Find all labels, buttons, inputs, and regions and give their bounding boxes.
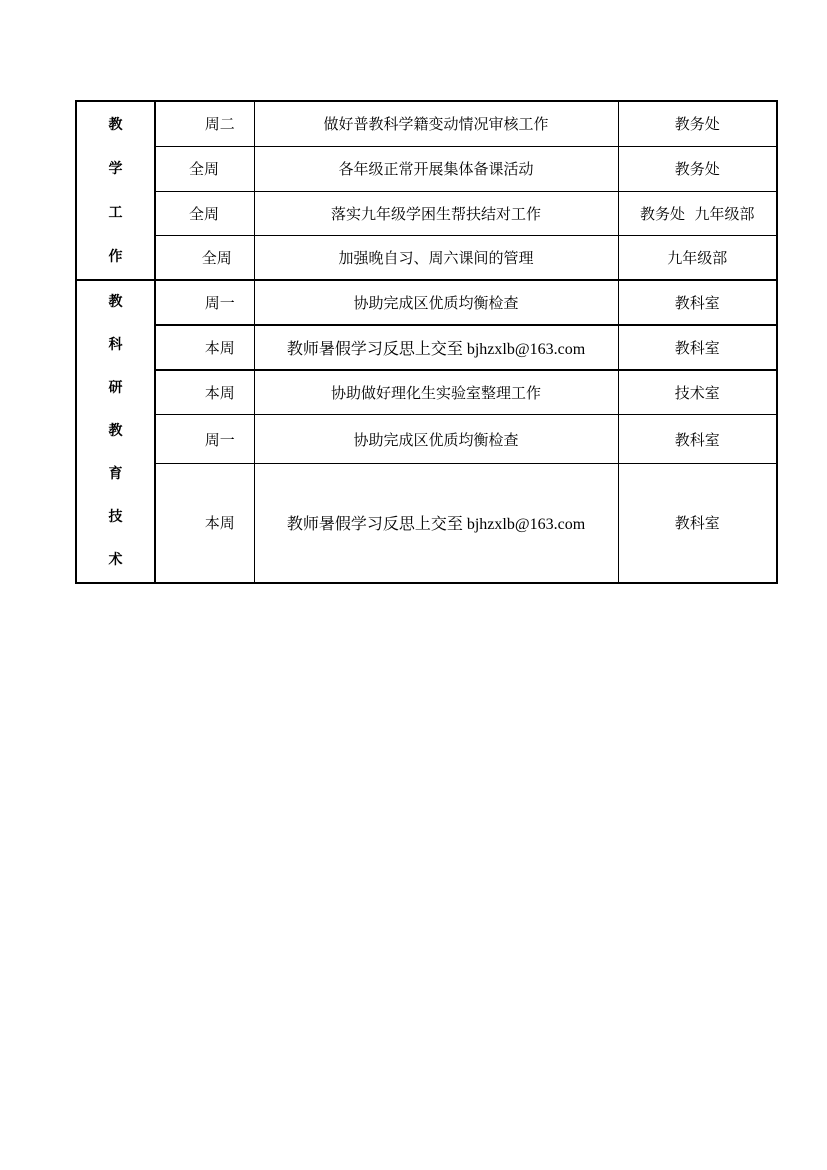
time-cell: 周一 bbox=[155, 280, 254, 325]
dept-cell: 教科室 bbox=[618, 325, 777, 369]
category-char: 教 bbox=[108, 423, 123, 439]
category-char: 育 bbox=[108, 466, 123, 482]
content-cell: 协助完成区优质均衡检查 bbox=[254, 280, 618, 325]
work-schedule-table bbox=[75, 100, 778, 584]
time-cell: 全周 bbox=[155, 146, 254, 191]
table-row bbox=[76, 325, 777, 369]
category-char: 研 bbox=[108, 380, 123, 396]
content-cell: 各年级正常开展集体备课活动 bbox=[254, 146, 618, 191]
table-row bbox=[76, 370, 777, 415]
category-char: 教 bbox=[108, 294, 123, 310]
time-cell: 周一 bbox=[155, 415, 254, 463]
category-char: 术 bbox=[108, 552, 123, 568]
content-cell: 落实九年级学困生帮扶结对工作 bbox=[254, 191, 618, 235]
content-cell: 协助做好理化生实验室整理工作 bbox=[254, 370, 618, 415]
category-char: 工 bbox=[108, 204, 123, 221]
table-row bbox=[76, 101, 777, 146]
dept-cell: 教务处 bbox=[618, 101, 777, 146]
content-cell: 教师暑假学习反思上交至 bjhzxlb@163.com bbox=[254, 325, 618, 369]
content-cell: 加强晚自习、周六课间的管理 bbox=[254, 235, 618, 280]
table-row bbox=[76, 146, 777, 191]
table-row bbox=[76, 415, 777, 463]
category-char: 学 bbox=[108, 160, 123, 177]
table-row bbox=[76, 463, 777, 583]
dept-cell: 教科室 bbox=[618, 415, 777, 463]
category-char: 技 bbox=[108, 509, 123, 525]
time-cell: 周二 bbox=[155, 101, 254, 146]
category-char: 教 bbox=[108, 116, 123, 133]
time-cell: 本周 bbox=[155, 325, 254, 369]
time-cell: 全周 bbox=[155, 235, 254, 280]
dept-cell: 教务处 九年级部 bbox=[618, 191, 777, 235]
category-cell-teaching bbox=[76, 101, 155, 280]
content-cell: 教师暑假学习反思上交至 bjhzxlb@163.com bbox=[254, 463, 618, 583]
time-cell: 本周 bbox=[155, 370, 254, 415]
time-cell: 全周 bbox=[155, 191, 254, 235]
time-cell: 本周 bbox=[155, 463, 254, 583]
dept-cell: 九年级部 bbox=[618, 235, 777, 280]
category-char: 作 bbox=[108, 248, 123, 265]
content-cell: 做好普教科学籍变动情况审核工作 bbox=[254, 101, 618, 146]
category-char: 科 bbox=[108, 337, 123, 353]
table-row bbox=[76, 280, 777, 325]
dept-cell: 教科室 bbox=[618, 463, 777, 583]
dept-cell: 教务处 bbox=[618, 146, 777, 191]
dept-cell: 教科室 bbox=[618, 280, 777, 325]
dept-cell: 技术室 bbox=[618, 370, 777, 415]
category-cell-research-tech bbox=[76, 280, 155, 583]
table-row bbox=[76, 235, 777, 280]
content-cell: 协助完成区优质均衡检查 bbox=[254, 415, 618, 463]
table-row bbox=[76, 191, 777, 235]
